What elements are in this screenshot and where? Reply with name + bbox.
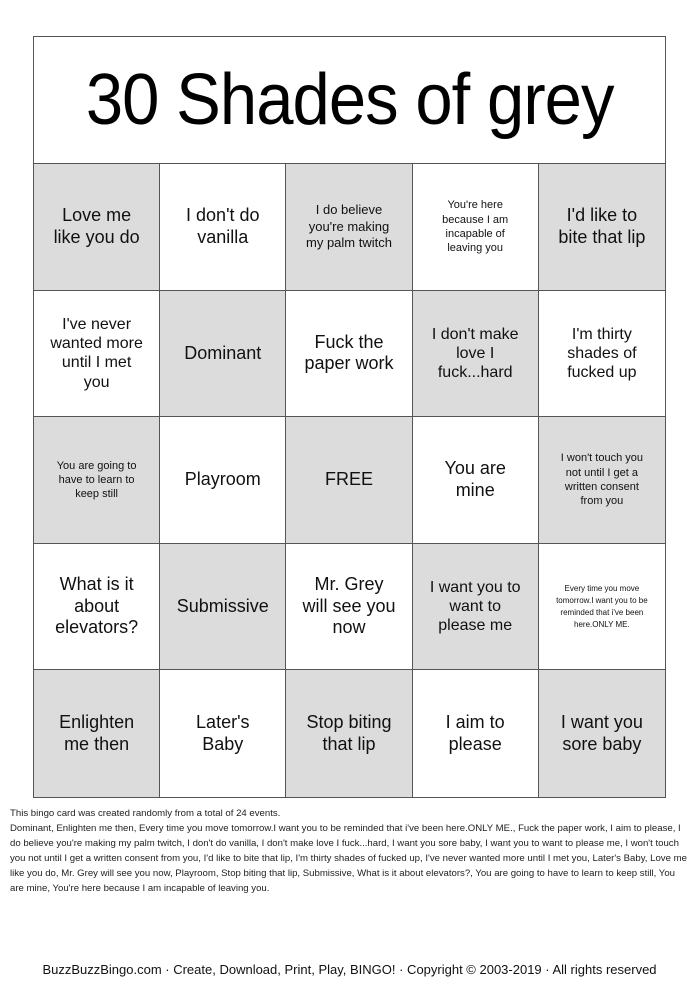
- bingo-cell: [160, 417, 286, 544]
- card-title: 30 Shades of grey: [85, 60, 614, 140]
- bingo-cell: [413, 417, 539, 544]
- cell-text: I do believe you're making my palm twitch: [306, 202, 392, 250]
- bingo-card: [33, 36, 666, 798]
- cell-text: I aim to please: [445, 712, 505, 754]
- free-space-cell: [286, 417, 412, 544]
- bingo-cell: [539, 164, 665, 291]
- cell-text: What is it about elevators?: [55, 574, 139, 638]
- description-events-list: Dominant, Enlighten me then, Every time you move tomorrow.I want you to be reminded that i've been here.ONLY ME., Fuck the paper work, I aim to please, I do believe you're making my palm twitch, I don't do vanilla, I don't make love I fuck...hard, I want you sore baby, I want you to want to please me, I won't touch you not until I get a written consent from you, I'd like to bite that lip, I'm thirty shades of fucked up, I've never wanted more until I met you, Later's Baby, Love me like you do, Mr. Grey will see you now, Playroom, Stop biting that lip, Submissive, What is it about elevators?, You are going to have to learn to keep still, You are mine, You're here because I am incapable of leaving you.: [10, 823, 687, 894]
- cell-text: I want you to want to please me: [429, 578, 521, 635]
- cell-text: Stop biting that lip: [306, 712, 392, 754]
- bingo-cell: [413, 164, 539, 291]
- cell-text: Submissive: [176, 595, 269, 616]
- bingo-cell: [286, 544, 412, 671]
- bingo-cell: [413, 544, 539, 671]
- bingo-cell: [34, 544, 160, 671]
- bingo-cell: [160, 544, 286, 671]
- bingo-cell: [413, 291, 539, 418]
- cell-text: Fuck the paper work: [304, 331, 394, 374]
- cell-text: Later's Baby: [196, 712, 250, 754]
- cell-text: You're here because I am incapable of leaving you: [442, 199, 509, 255]
- cell-text: Every time you move tomorrow.I want you to be reminded that i've been here.ONLY ME.: [556, 583, 648, 629]
- bingo-cell: [539, 417, 665, 544]
- cell-text: Love me like you do: [53, 205, 140, 247]
- bingo-cell: [539, 291, 665, 418]
- bingo-grid: [34, 164, 665, 797]
- bingo-cell: [34, 291, 160, 418]
- cell-text: Playroom: [184, 469, 261, 490]
- bingo-cell: [160, 291, 286, 418]
- cell-text: I want you sore baby: [560, 712, 643, 754]
- cell-text: Mr. Grey will see you now: [302, 574, 396, 638]
- bingo-cell: [34, 417, 160, 544]
- bingo-cell: [539, 670, 665, 797]
- title-box: [34, 37, 665, 164]
- cell-text: I don't make love I fuck...hard: [431, 325, 519, 381]
- cell-text: Enlighten me then: [59, 712, 135, 754]
- bingo-cell: [286, 164, 412, 291]
- bingo-cell: [34, 670, 160, 797]
- cell-text: You are going to have to learn to keep still: [56, 459, 137, 501]
- cell-text: I've never wanted more until I met you: [50, 316, 143, 391]
- bingo-cell: [160, 670, 286, 797]
- cell-text: You are mine: [444, 458, 506, 500]
- cell-text: I won't touch you not until I get a written consent from you: [560, 452, 643, 508]
- cell-text: FREE: [324, 469, 373, 490]
- bingo-cell: [286, 670, 412, 797]
- bingo-cell: [286, 291, 412, 418]
- bingo-cell: [160, 164, 286, 291]
- bingo-cell: [413, 670, 539, 797]
- bingo-cell: [34, 164, 160, 291]
- cell-text: I don't do vanilla: [186, 205, 260, 247]
- cell-text: I'd like to bite that lip: [558, 205, 646, 247]
- cell-text: Dominant: [184, 342, 262, 363]
- footer-copyright: BuzzBuzzBingo.com · Create, Download, Print, Play, BINGO! · Copyright © 2003-2019 · All rights reserved: [42, 962, 657, 977]
- description-intro: This bingo card was created randomly from a total of 24 events.: [10, 808, 281, 819]
- cell-text: I'm thirty shades of fucked up: [567, 325, 637, 381]
- bingo-cell: [539, 544, 665, 671]
- card-description: [10, 806, 690, 896]
